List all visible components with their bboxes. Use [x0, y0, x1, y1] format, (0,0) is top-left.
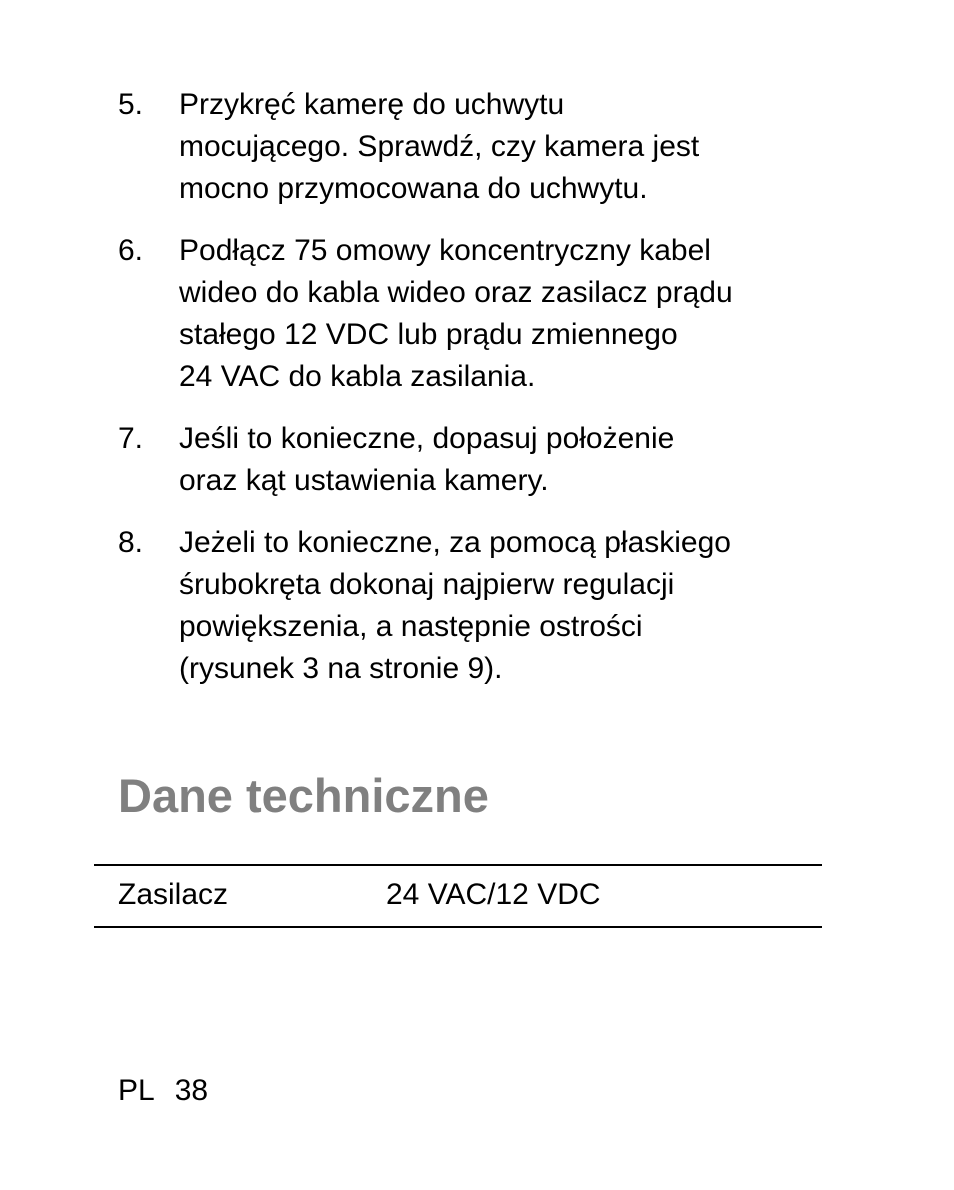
step-line: oraz kąt ustawienia kamery.: [179, 464, 549, 497]
step-number: 7.: [118, 422, 144, 455]
section-heading: Dane techniczne: [118, 769, 489, 822]
spec-table: [94, 864, 822, 928]
step-text: [179, 522, 838, 690]
step-line: śrubokręta dokonaj najpierw regulacji: [179, 568, 675, 601]
page-footer: [118, 1074, 208, 1108]
step-item: [118, 230, 838, 398]
step-line: 24 VAC do kabla zasilania.: [179, 360, 536, 393]
step-text: [179, 230, 838, 398]
step-text: [179, 418, 838, 502]
step-number: 6.: [118, 234, 144, 267]
step-line: Jeśli to konieczne, dopasuj położenie: [179, 422, 675, 455]
installation-steps-list: [118, 84, 838, 710]
step-text: [179, 84, 838, 210]
spec-row: [94, 866, 822, 926]
page-number: 38: [174, 1074, 209, 1107]
step-number: 8.: [118, 526, 144, 559]
language-code: PL: [118, 1074, 155, 1107]
step-line: wideo do kabla wideo oraz zasilacz prądu: [179, 276, 733, 309]
step-item: [118, 84, 838, 210]
step-line: powiększenia, a następnie ostrości: [179, 610, 643, 643]
step-line: stałego 12 VDC lub prądu zmiennego: [179, 318, 678, 351]
spec-value: 24 VAC/12 VDC: [386, 878, 601, 911]
step-line: (rysunek 3 na stronie 9).: [179, 652, 503, 685]
step-line: mocującego. Sprawdź, czy kamera jest: [179, 130, 700, 163]
step-line: Jeżeli to konieczne, za pomocą płaskiego: [179, 526, 731, 559]
step-line: Podłącz 75 omowy koncentryczny kabel: [179, 234, 711, 267]
step-line: mocno przymocowana do uchwytu.: [179, 172, 648, 205]
step-item: [118, 418, 838, 502]
step-number: 5.: [118, 88, 144, 121]
spec-label: Zasilacz: [118, 878, 229, 911]
step-item: [118, 522, 838, 690]
step-line: Przykręć kamerę do uchwytu: [179, 88, 565, 121]
